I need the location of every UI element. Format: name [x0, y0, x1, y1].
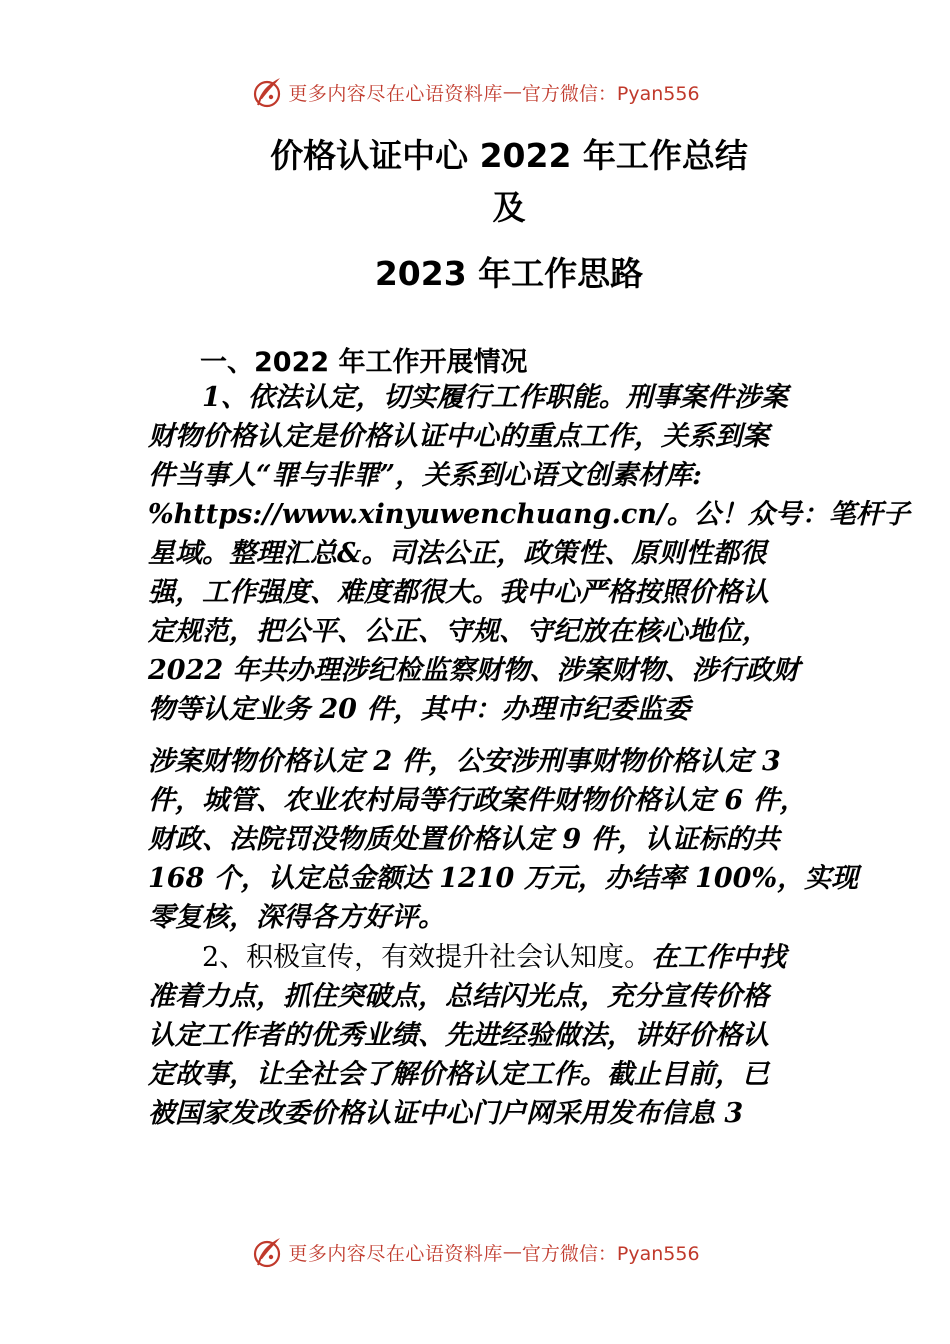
paragraph-1-line: 件当事人“罪与非罪”，关系到心语文创素材库:	[148, 460, 703, 491]
quill-seal-logo-icon	[250, 75, 284, 109]
paragraph-2-lead-rest: 在工作中找	[651, 942, 787, 973]
paragraph-2	[148, 938, 828, 1133]
paragraph-1-line: 强，工作强度、难度都很大。我中心严格按照价格认	[148, 577, 769, 608]
footer-brand-text: 更多内容尽在心语资料库	[288, 1242, 503, 1265]
paragraph-1-line: 定规范，把公平、公正、守规、守纪放在核心地位，	[148, 616, 769, 647]
paragraph-1b-line: 168 个，认定总金额达 1210 万元，办结率 100%，实现	[148, 863, 859, 894]
quill-seal-logo-icon	[250, 1235, 284, 1269]
paragraph-1-continued	[148, 742, 859, 937]
paragraph-2-line: 准着力点，抓住突破点，总结闪光点，充分宣传价格	[148, 981, 769, 1012]
header-brand-text: 更多内容尽在心语资料库	[288, 82, 503, 105]
document-title-line-2: 及	[492, 188, 526, 227]
paragraph-1-line: 星域。整理汇总&。司法公正，政策性、原则性都很	[148, 538, 767, 569]
footer-wechat-text: 官方微信：Pyan556	[521, 1242, 700, 1265]
paragraph-1-line: %https://www.xinyuwenchuang.cn/。公！众号：笔杆子	[148, 499, 910, 530]
paragraph-1-line: 财物价格认定是价格认证中心的重点工作，关系到案	[148, 421, 769, 452]
paragraph-1b-line: 件，城管、农业农村局等行政案件财物价格认定 6 件，	[148, 785, 807, 816]
paragraph-2-line: 被国家发改委价格认证中心门户网采用发布信息 3	[148, 1098, 744, 1129]
paragraph-2-line: 定故事，让全社会了解价格认定工作。截止目前，已	[148, 1059, 769, 1090]
paragraph-1-line: 物等认定业务 20 件，其中：办理市纪委监委	[148, 694, 691, 725]
section-heading: 一、2022 年工作开展情况	[200, 347, 528, 378]
paragraph-1-line: 2022 年共办理涉纪检监察财物、涉案财物、涉行政财	[148, 655, 800, 686]
document-title-line-1: 价格认证中心 2022 年工作总结	[270, 136, 748, 175]
paragraph-1b-line: 财政、法院罚没物质处置价格认定 9 件，认证标的共	[148, 824, 780, 855]
page-header	[0, 72, 950, 112]
paragraph-1-line: 1、依法认定，切实履行工作职能。刑事案件涉案	[202, 382, 788, 413]
page-footer	[0, 1232, 950, 1272]
paragraph-1b-line: 涉案财物价格认定 2 件，公安涉刑事财物价格认定 3	[148, 746, 781, 777]
paragraph-1b-line: 零复核，深得各方好评。	[148, 902, 445, 933]
header-wechat-text: 官方微信：Pyan556	[521, 82, 700, 105]
footer-separator: —	[502, 1241, 522, 1263]
paragraph-2-lead: 2、积极宣传，有效提升社会认知度。	[202, 942, 652, 973]
paragraph-2-first-line	[148, 938, 828, 977]
header-separator: —	[502, 81, 522, 103]
paragraph-1	[148, 378, 910, 729]
document-title-line-3: 2023 年工作思路	[374, 254, 644, 293]
paragraph-2-line: 认定工作者的优秀业绩、先进经验做法，讲好价格认	[148, 1020, 769, 1051]
